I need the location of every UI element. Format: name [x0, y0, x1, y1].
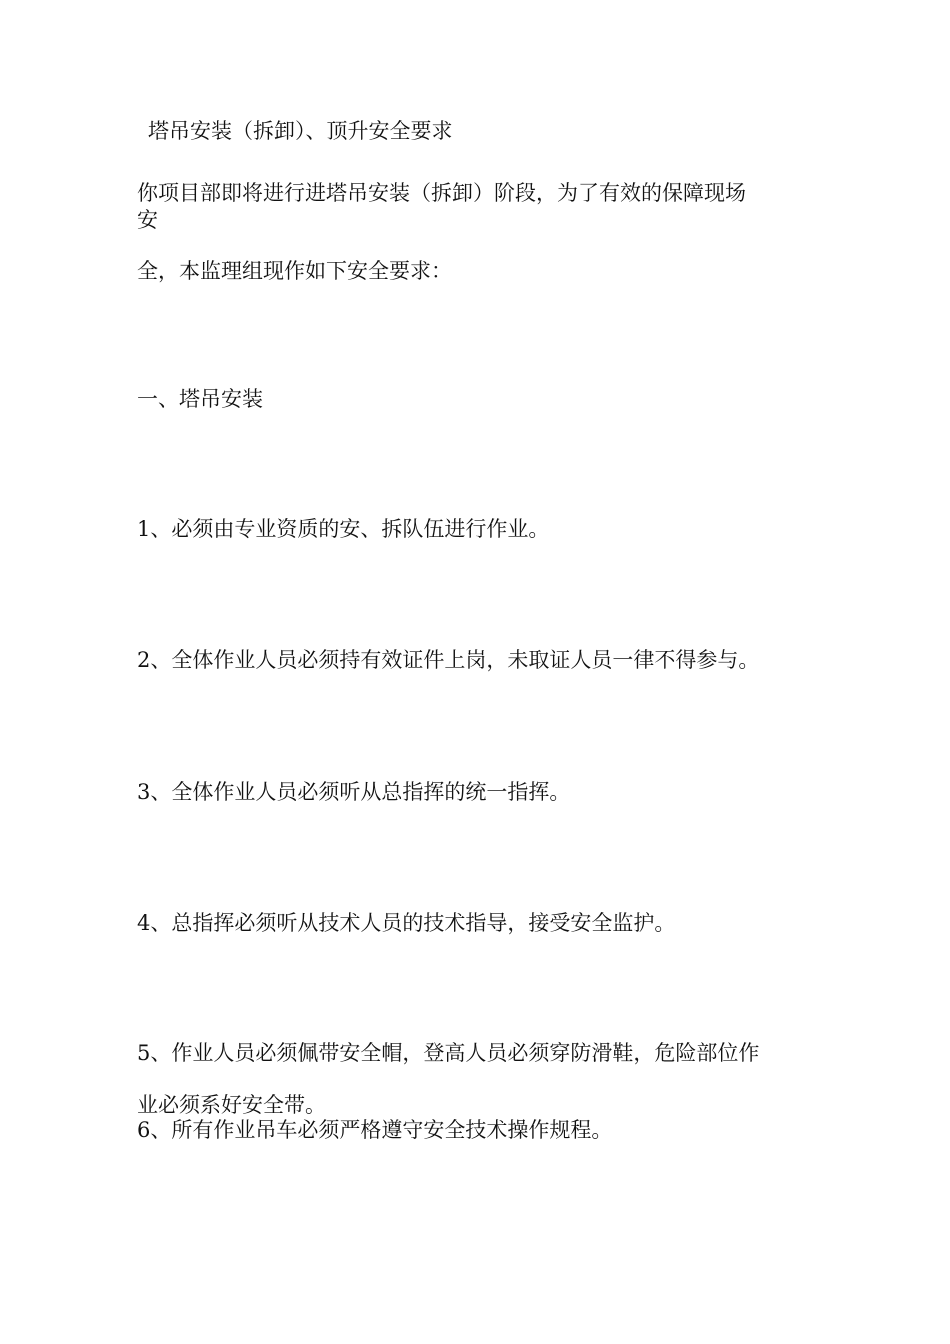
document-title: 塔吊安装（拆卸）、顶升安全要求	[148, 119, 453, 143]
list-item: 6、所有作业吊车必须严格遵守安全技术操作规程。	[137, 1118, 613, 1142]
intro-paragraph-line-1-wrap: 安	[137, 208, 158, 232]
section-heading: 一、塔吊安装	[137, 387, 263, 411]
list-item: 5、作业人员必须佩带安全帽，登高人员必须穿防滑鞋，危险部位作	[137, 1041, 760, 1065]
list-item: 3、全体作业人员必须听从总指挥的统一指挥。	[137, 780, 571, 804]
list-item: 2、全体作业人员必须持有效证件上岗，未取证人员一律不得参与。	[137, 648, 760, 672]
list-item: 4、总指挥必须听从技术人员的技术指导，接受安全监护。	[137, 911, 676, 935]
list-item: 1、必须由专业资质的安、拆队伍进行作业。	[137, 517, 550, 541]
list-item-continuation: 业必须系好安全带。	[137, 1093, 326, 1117]
intro-paragraph-line-1: 你项目部即将进行进塔吊安装（拆卸）阶段，为了有效的保障现场	[137, 181, 746, 205]
intro-paragraph-line-2: 全，本监理组现作如下安全要求：	[137, 259, 452, 283]
